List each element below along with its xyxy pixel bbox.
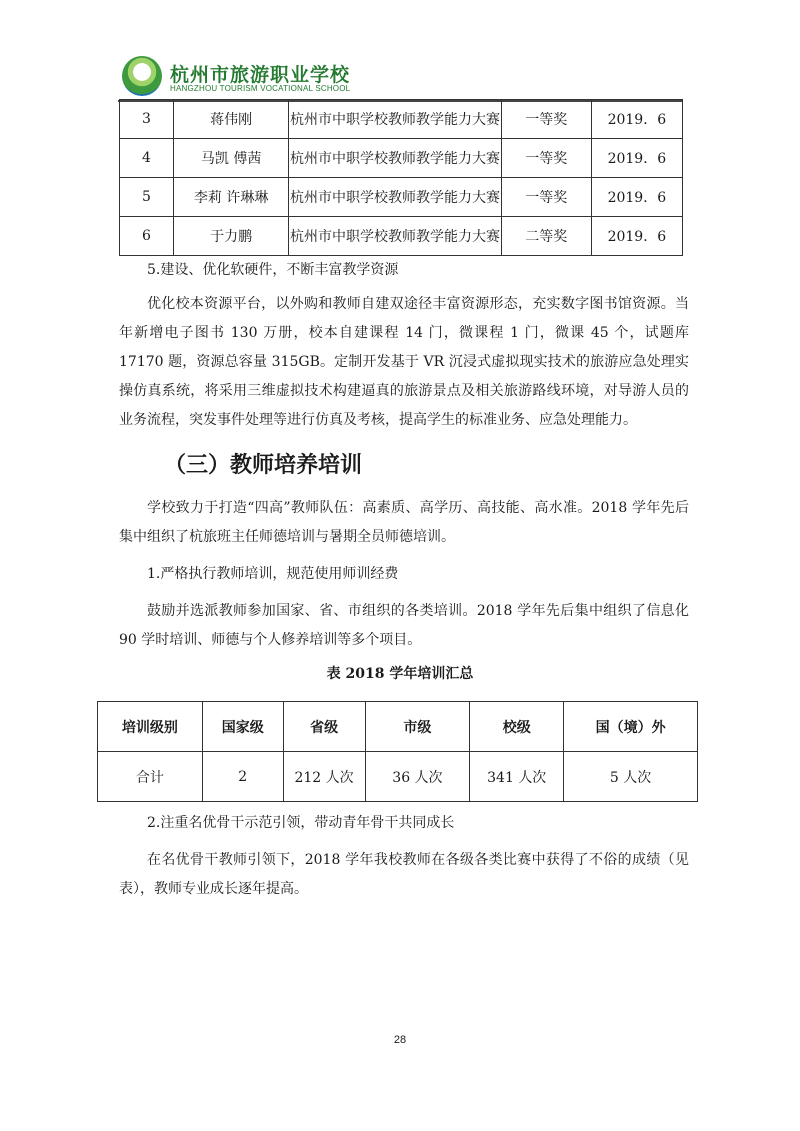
cell-date: 2019．6 [591,100,682,139]
cell-event: 杭州市中职学校教师教学能力大赛 [289,100,502,139]
table-caption: 表 2018 学年培训汇总 [326,666,474,682]
awards-table [119,99,683,256]
header-cell: 国家级 [202,702,283,752]
list-item-1: 1.严格执行教师培训，规范使用师训经费 [147,566,399,582]
cell-name: 于力鹏 [174,217,289,256]
list-item-5: 5.建设、优化软硬件，不断丰富教学资源 [147,262,399,278]
school-name-cn: 杭州市旅游职业学校 [170,64,351,86]
cell-date: 2019．6 [591,217,682,256]
table-row [98,752,698,802]
section-heading: （三）教师培养培训 [164,453,363,478]
table-row [120,178,683,217]
table-row [120,139,683,178]
cell-event: 杭州市中职学校教师教学能力大赛 [289,178,502,217]
header-cell: 培训级别 [98,702,203,752]
cell: 212 人次 [283,752,365,802]
cell: 合计 [98,752,203,802]
cell-no: 6 [120,217,174,256]
school-logo [122,56,162,96]
page-number: 28 [393,1034,407,1046]
header-cell: 国（境）外 [564,702,698,752]
cell-no: 4 [120,139,174,178]
cell-date: 2019．6 [591,139,682,178]
header-cell: 校级 [470,702,564,752]
cell-no: 3 [120,100,174,139]
cell-name: 蒋伟刚 [174,100,289,139]
table-row [120,217,683,256]
header-cell: 市级 [365,702,470,752]
paragraph-teachers: 在名优骨干教师引领下，2018 学年我校教师在各级各类比赛中获得了不俗的成绩（见表），教师专业成长逐年提高。 [119,852,689,897]
cell: 36 人次 [365,752,470,802]
cell: 5 人次 [564,752,698,802]
header-cell: 省级 [283,702,365,752]
cell-event: 杭州市中职学校教师教学能力大赛 [289,139,502,178]
table-header-row [98,702,698,752]
cell-event: 杭州市中职学校教师教学能力大赛 [289,217,502,256]
cell-no: 5 [120,178,174,217]
paragraph-resources: 优化校本资源平台，以外购和教师自建双途径丰富资源形态，充实数字图书馆资源。当年新增电子图书 130 万册，校本自建课程 14 门，微课程 1 门，微课 45 个，试题库 17170 题，资源总容量 315GB。定制开发基于 VR 沉浸式虚拟现实技术的旅游应急处理实操仿真系统，将采用三维虚拟技术构建逼真的旅游景点及相关旅游路线环境，对导游人员的业务流程，突发事件处理等进行仿真及考核，提高学生的标准业务、应急处理能力。 [119,296,689,428]
cell: 2 [202,752,283,802]
cell-name: 李莉 许琳琳 [174,178,289,217]
paragraph-training: 鼓励并选派教师参加国家、省、市组织的各类培训。2018 学年先后集中组织了信息化 90 学时培训、师德与个人修养培训等多个项目。 [119,603,689,648]
cell-name: 马凯 傅茜 [174,139,289,178]
cell: 341 人次 [470,752,564,802]
paragraph-team: 学校致力于打造“四高”教师队伍：高素质、高学历、高技能、高水准。2018 学年先后集中组织了杭旅班主任师德培训与暑期全员师德培训。 [119,500,689,545]
cell-prize: 一等奖 [501,100,591,139]
table-row [120,100,683,139]
list-item-2: 2.注重名优骨干示范引领，带动青年骨干共同成长 [147,815,455,831]
page-header [122,52,682,102]
training-table [97,701,698,802]
school-name-en: HANGZHOU TOURISM VOCATIONAL SCHOOL [170,84,351,93]
cell-prize: 一等奖 [501,139,591,178]
cell-date: 2019．6 [591,178,682,217]
cell-prize: 一等奖 [501,178,591,217]
cell-prize: 二等奖 [501,217,591,256]
